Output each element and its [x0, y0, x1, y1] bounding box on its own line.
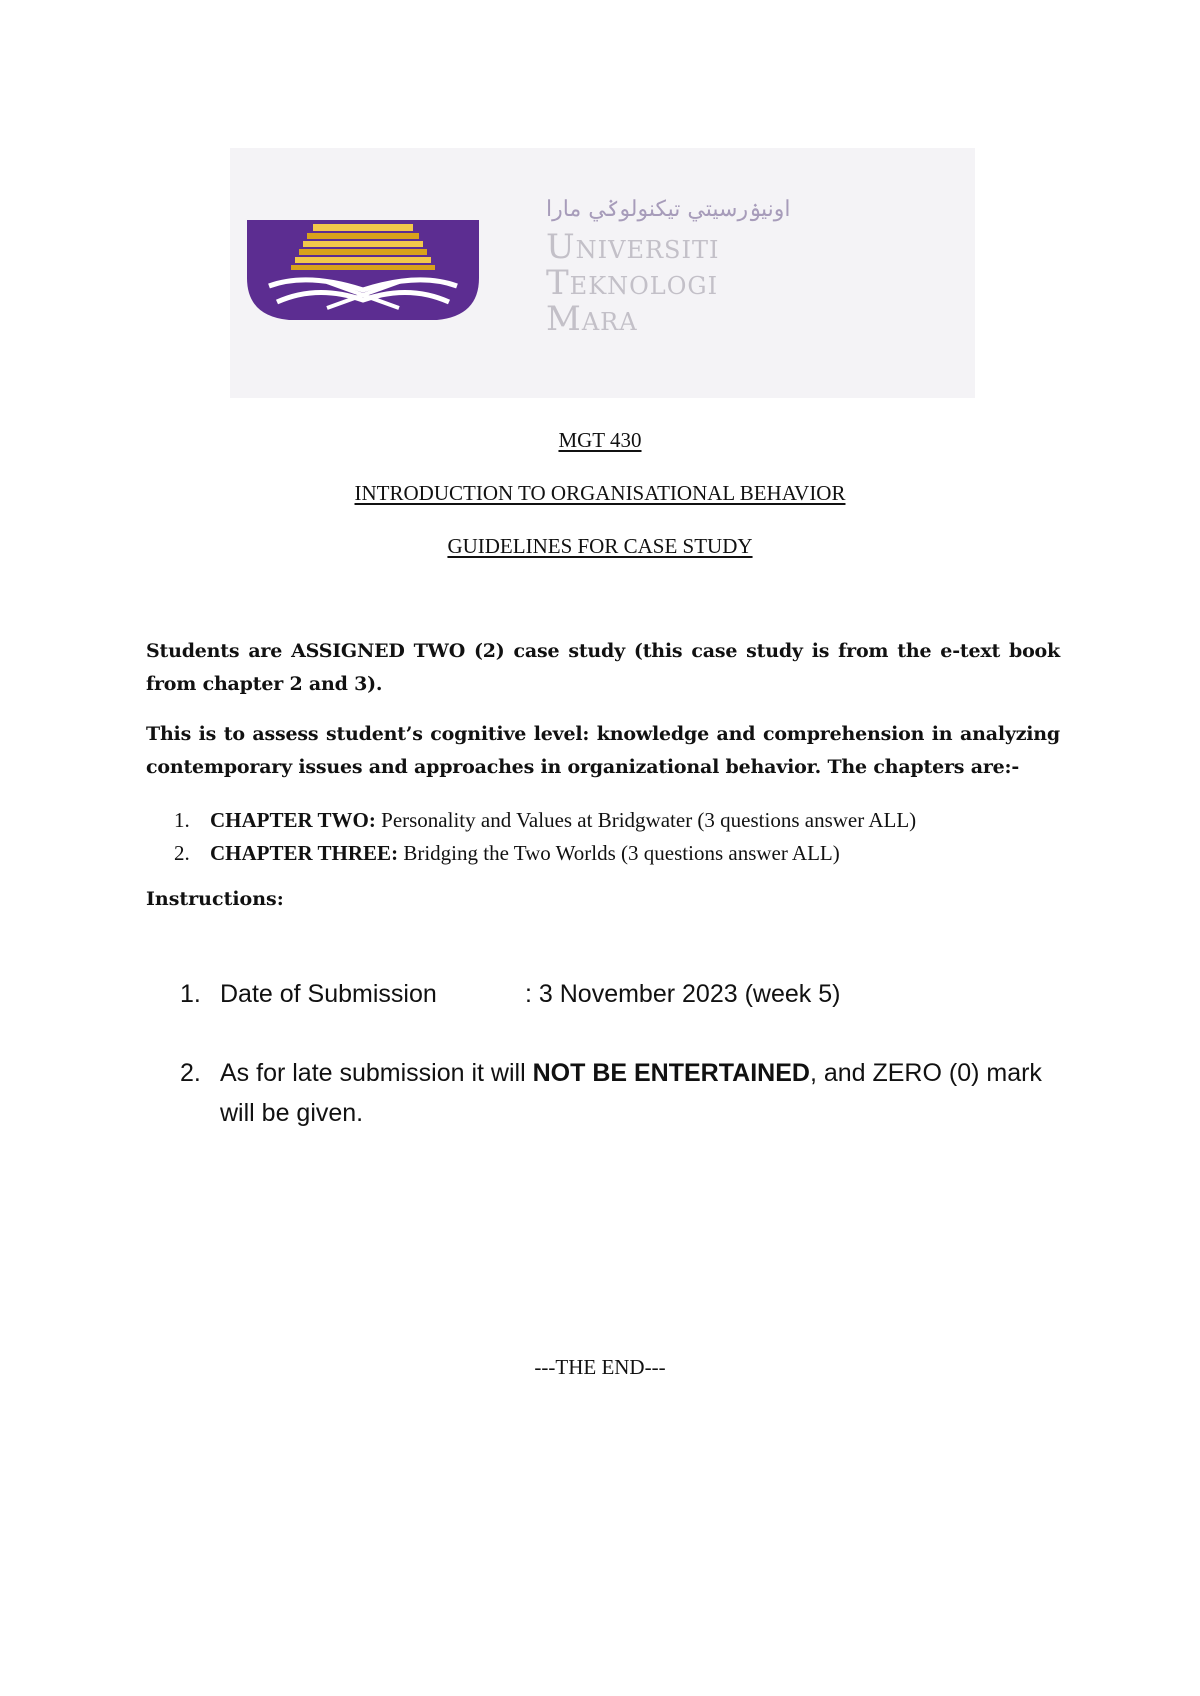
document-title: GUIDELINES FOR CASE STUDY: [447, 534, 753, 558]
course-title: INTRODUCTION TO ORGANISATIONAL BEHAVIOR: [354, 481, 846, 505]
late-submission-suffix: , and ZERO (0) mark will be given.: [220, 1059, 1042, 1127]
late-submission-emphasis: NOT BE ENTERTAINED: [532, 1059, 810, 1087]
submission-date-label: Date of Submission: [220, 980, 437, 1008]
instructions-title: Instructions:: [146, 888, 284, 910]
instruction-list-item-2: [180, 1053, 1060, 1133]
submission-date-value: : 3 November 2023 (week 5): [525, 980, 841, 1008]
intro-paragraph-1: Students are ASSIGNED TWO (2) case study (this case study is from the e-text book from chapter 2 and 3).: [146, 640, 1060, 695]
course-code: MGT 430: [558, 428, 642, 452]
chapter-label: CHAPTER TWO:: [210, 808, 376, 832]
chapter-item: [146, 837, 1060, 870]
the-end-text: ---THE END---: [534, 1355, 666, 1379]
university-wordmark: [546, 196, 966, 356]
university-logo: [230, 148, 975, 398]
chapter-text: Personality and Values at Bridgwater (3 questions answer ALL): [375, 808, 917, 832]
instruction-number: 1.: [180, 980, 201, 1008]
instruction-number: 2.: [180, 1059, 201, 1087]
chapter-number: 1.: [174, 808, 190, 832]
university-crest-icon: [247, 220, 479, 322]
wordmark-line-1: Universiti: [546, 227, 720, 267]
chapter-item: [146, 804, 1060, 837]
wordmark-line-3: Mara: [546, 299, 638, 339]
chapter-number: 2.: [174, 841, 190, 865]
late-submission-prefix: As for late submission it will: [220, 1059, 533, 1087]
intro-paragraph-2: This is to assess student’s cognitive level: knowledge and comprehension in analyzing contemporary issues and approaches in organizational behavior. The chapters are:-: [146, 723, 1060, 778]
wordmark-line-2: Teknologi: [546, 263, 719, 303]
chapter-text: Bridging the Two Worlds (3 questions answer ALL): [398, 841, 840, 865]
chapter-list: [146, 804, 1060, 870]
instruction-item: [180, 1053, 1060, 1133]
wordmark-jawi: اونيۏرسيتي تيكنولوݢي مارا: [546, 197, 791, 222]
instruction-item: [180, 974, 1060, 1014]
instruction-list-item-1: [180, 974, 1060, 1014]
chapter-label: CHAPTER THREE:: [210, 841, 399, 865]
